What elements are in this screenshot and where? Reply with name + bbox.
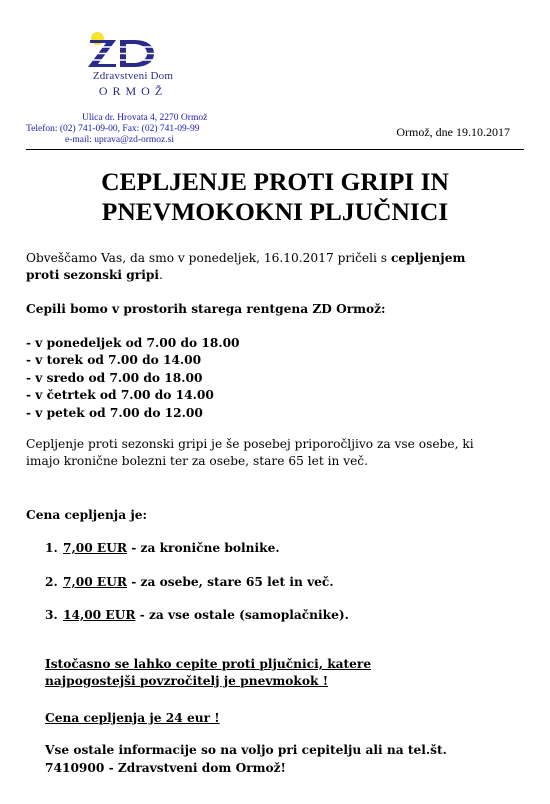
schedule-item-tuesday: - v torek od 7.00 do 14.00 bbox=[26, 353, 202, 368]
price-item-number: 1. bbox=[45, 541, 58, 555]
price-heading: Cena cepljenja je: bbox=[26, 508, 148, 522]
schedule-item-friday: - v petek od 7.00 do 12.00 bbox=[26, 405, 203, 420]
price-description: za vse ostale (samoplačnike). bbox=[149, 608, 349, 622]
price-item-number: 2. bbox=[45, 575, 58, 589]
intro-line2-bold: proti sezonski gripi bbox=[26, 268, 160, 282]
intro-line2 bbox=[26, 267, 163, 285]
price-item-2 bbox=[45, 574, 334, 592]
price-separator: - bbox=[135, 608, 149, 622]
address-phone-fax: Telefon: (02) 741-09-00, Fax: (02) 741-09-99 bbox=[26, 124, 200, 134]
logo-text-zdravstveni-dom: Zdravstveni Dom bbox=[92, 70, 174, 82]
pneumonia-note-line1: Istočasno se lahko cepite proti pljučnici, katere bbox=[45, 657, 372, 671]
header-divider bbox=[26, 149, 524, 150]
recommendation-line1: Cepljenje proti sezonski gripi je še posebej priporočljivo za vse osebe, ki bbox=[26, 437, 474, 451]
price-description: za kronične bolnike. bbox=[140, 541, 280, 555]
pneumonia-price: Cena cepljenja je 24 eur ! bbox=[45, 711, 220, 725]
intro-line1-plain: Obveščamo Vas, da smo v ponedeljek, 16.10.2017 pričeli s bbox=[26, 251, 391, 265]
location-line: Cepili bomo v prostorih starega rentgena ZD Ormož: bbox=[26, 302, 386, 316]
pneumonia-note-line2: najpogostejši povzročitelj je pnevmokok ! bbox=[45, 674, 329, 688]
address-email-line bbox=[65, 135, 174, 145]
schedule-item-wednesday: - v sredo od 7.00 do 18.00 bbox=[26, 370, 203, 385]
schedule-list bbox=[26, 335, 240, 422]
contact-line1: Vse ostale informacije so na voljo pri cepitelju ali na tel.št. bbox=[45, 743, 447, 757]
price-item-1 bbox=[45, 540, 280, 558]
intro-line2-tail: . bbox=[159, 268, 163, 282]
recommendation-line2: imajo kronične bolezni ter za osebe, stare 65 let in več. bbox=[26, 454, 369, 468]
email-link[interactable]: uprava@zd-ormoz.si bbox=[94, 135, 174, 145]
address-street: Ulica dr. Hrovata 4, 2270 Ormož bbox=[82, 113, 208, 123]
document-date: Ormož, dne 19.10.2017 bbox=[396, 125, 510, 139]
price-separator: - bbox=[126, 575, 141, 589]
price-description: za osebe, stare 65 let in več. bbox=[140, 575, 334, 589]
price-item-3 bbox=[45, 607, 349, 625]
schedule-item-thursday: - v četrtek od 7.00 do 14.00 bbox=[26, 388, 214, 403]
logo-zd-mark bbox=[86, 38, 156, 68]
intro-line1-bold: cepljenjem bbox=[390, 251, 466, 265]
logo-text-ormoz: ORMOŽ bbox=[98, 84, 168, 98]
schedule-item-monday: - v ponedeljek od 7.00 do 18.00 bbox=[26, 336, 240, 350]
price-amount: 7,00 EUR bbox=[63, 575, 127, 589]
price-amount: 7,00 EUR bbox=[63, 541, 127, 555]
intro-line1 bbox=[26, 250, 465, 268]
price-amount: 14,00 EUR bbox=[63, 608, 136, 622]
email-prefix: e-mail: bbox=[65, 135, 95, 145]
document-title-line1: CEPLJENJE PROTI GRIPI IN bbox=[101, 167, 449, 196]
zd-ormoz-logo bbox=[68, 32, 198, 102]
price-item-number: 3. bbox=[45, 608, 58, 622]
price-separator: - bbox=[126, 541, 141, 555]
document-title-line2: PNEVMOKOKNI PLJUČNICI bbox=[101, 197, 449, 226]
contact-line2: 7410900 - Zdravstveni dom Ormož! bbox=[45, 761, 286, 775]
